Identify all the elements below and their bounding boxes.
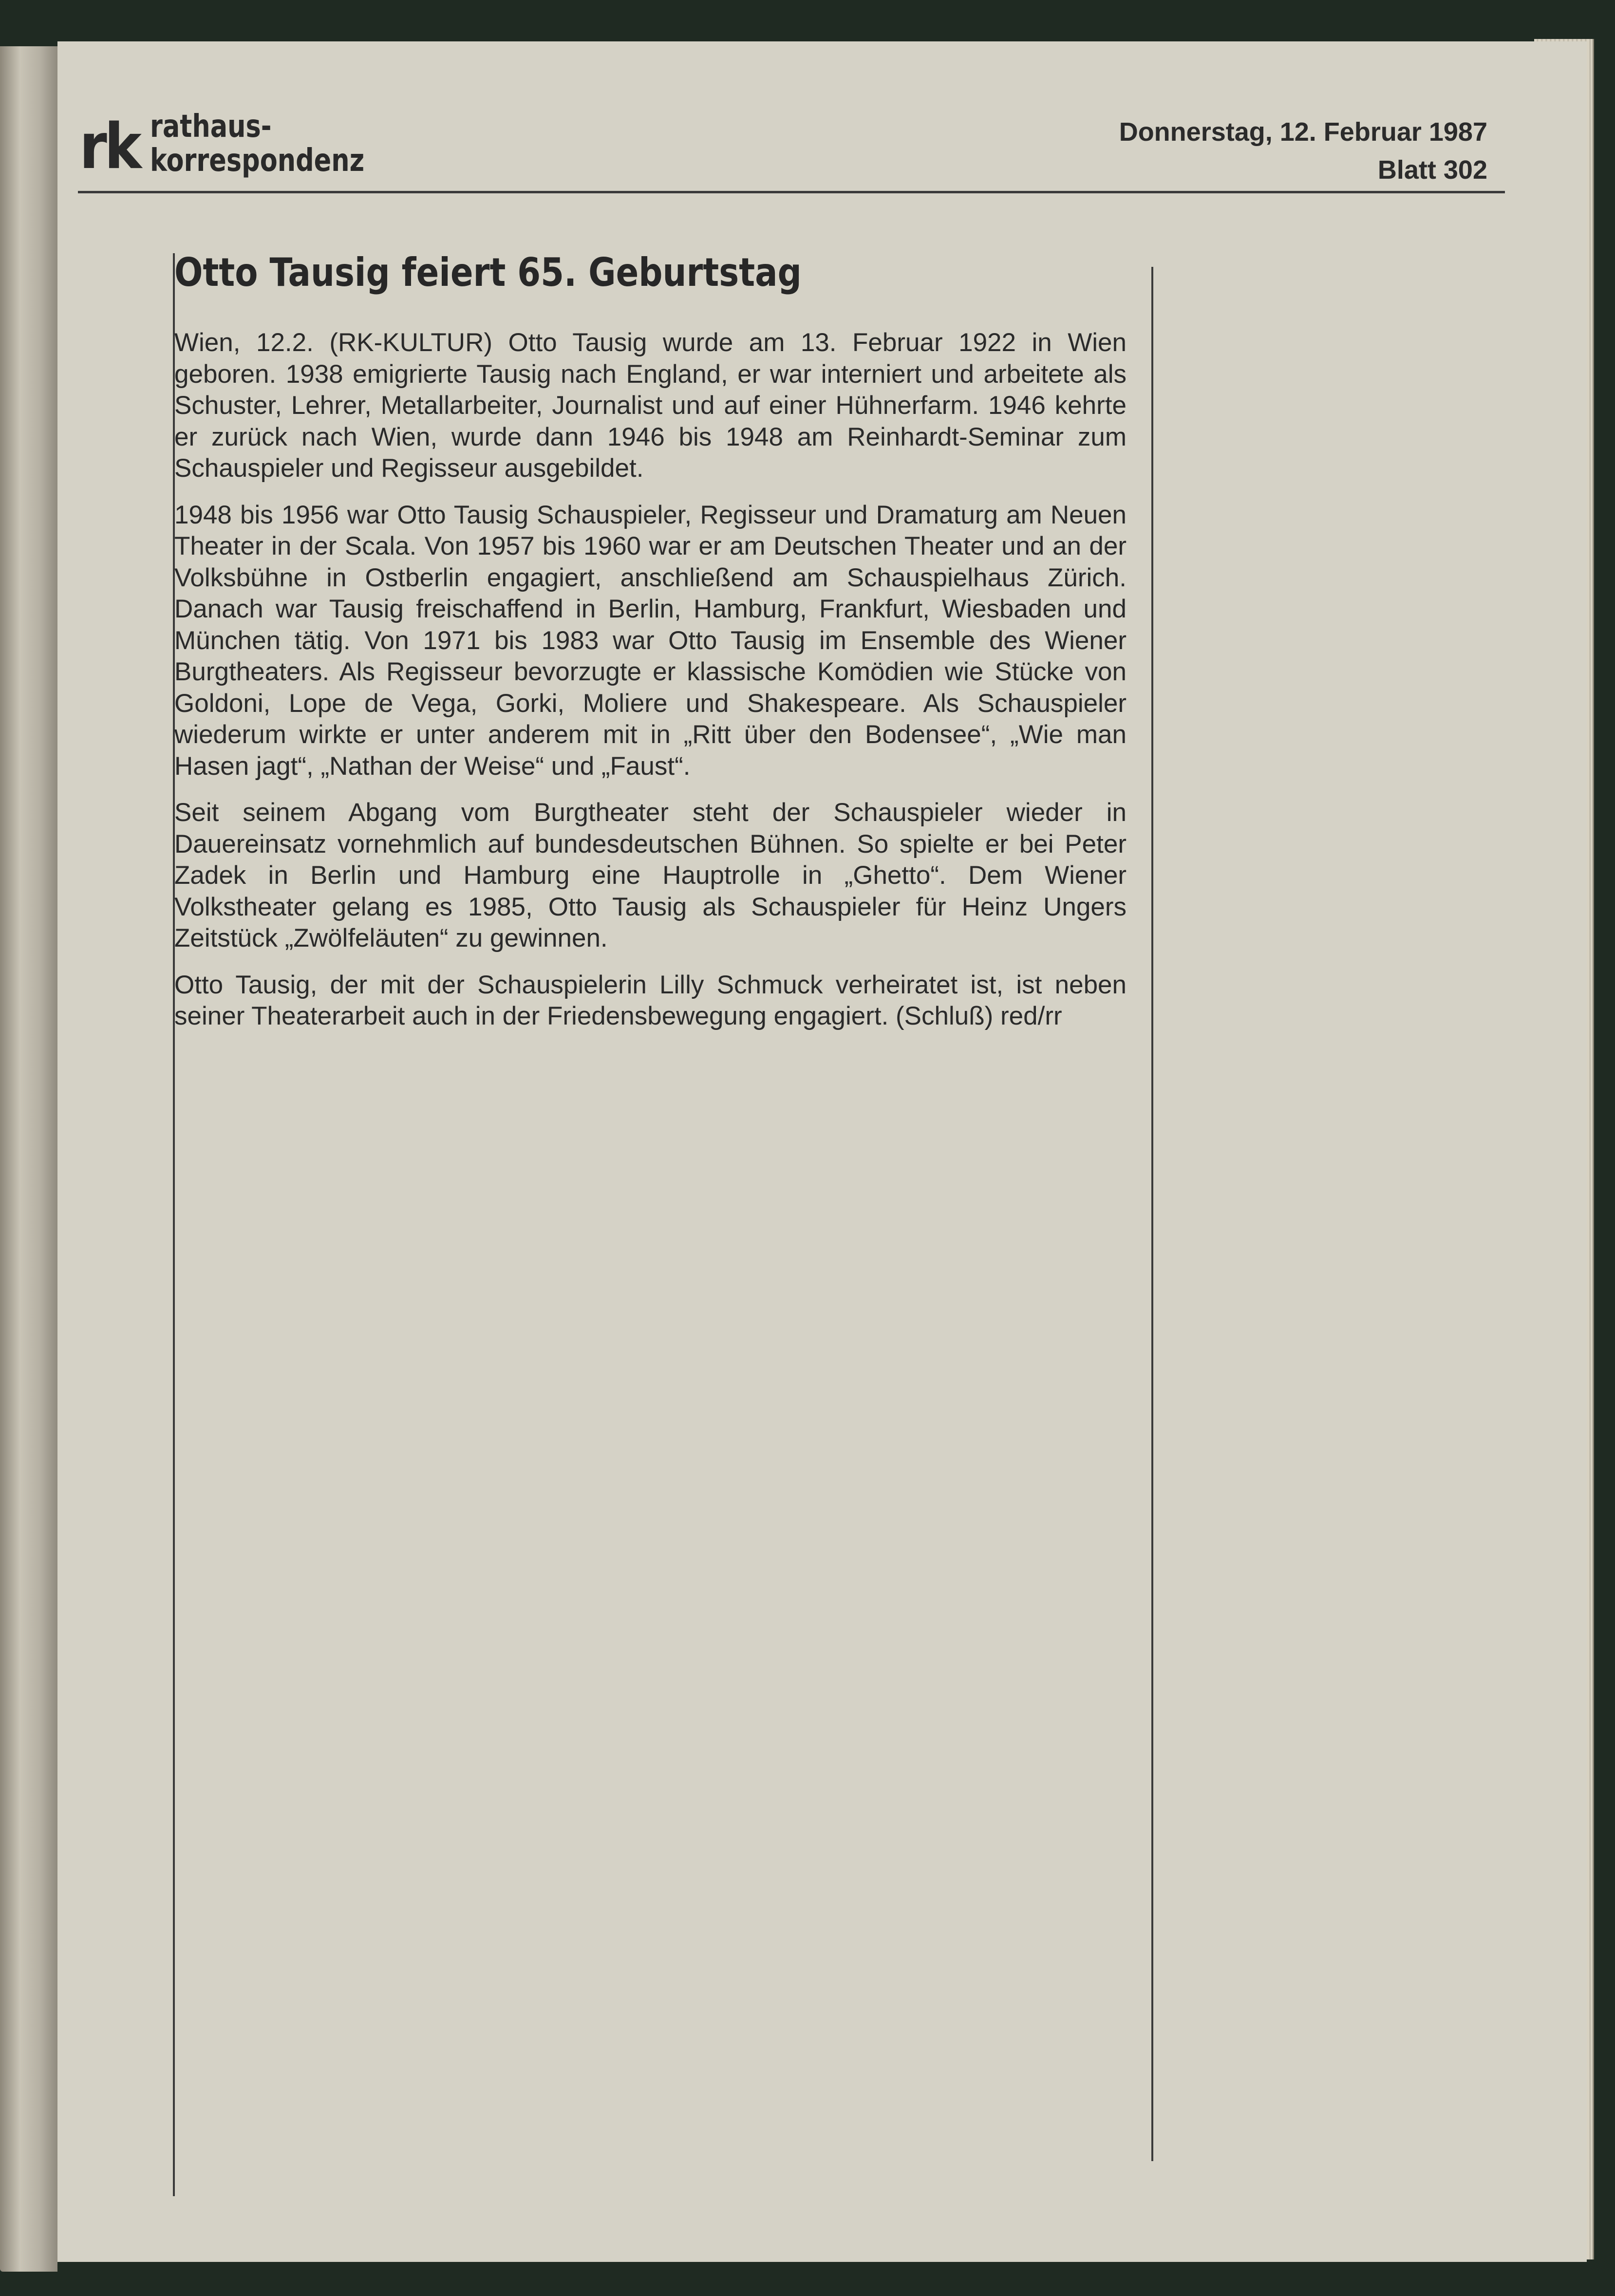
article-paragraph: 1948 bis 1956 war Otto Tausig Schauspieler, Regisseur und Dramaturg am Neuen Theater in der Scala. Von 1957 bis 1960 war er am Deutschen Theater und an der Volksbühne in Ostberlin engagiert, anschließend am Schauspielhaus Zürich. Danach war Tausig freischaffend in Berlin, Hamburg, Frankfurt, Wiesbaden und München tätig. Von 1971 bis 1983 war Otto Tausig im Ensemble des Wiener Burgtheaters. Als Regisseur bevorzugte er klassische Komödien wie Stücke von Goldoni, Lope de Vega, Gorki, Moliere und Shakespeare. Als Schauspieler wiederum wirkte er unter anderem mit in „Ritt über den Bodensee“, „Wie man Hasen jagt“, „Nathan der Weise“ und „Faust“. [174,500,1127,781]
article-body [174,327,1127,1032]
header-sheet-number: Blatt 302 [1377,155,1487,185]
logo-line-1: rathaus- [150,109,272,145]
header-divider [78,191,1505,193]
header-meta [1119,113,1487,189]
book-gutter [0,46,57,2272]
logo-wordmark [150,110,364,178]
article-paragraph: Seit seinem Abgang vom Burgtheater steht der Schauspieler wieder in Dauereinsatz vornehmlich auf bundesdeutschen Bühnen. So spielte er bei Peter Zadek in Berlin und Hamburg eine Hauptrolle in „Ghetto“. Dem Wiener Volkstheater gelang es 1985, Otto Tausig als Schauspieler für Heinz Ungers Zeitstück „Zwölfeläuten“ zu gewinnen. [174,798,1127,952]
logo-line-2: korrespondenz [150,143,365,179]
column-rule-right [1151,267,1153,2161]
logo-mark: rk [79,111,139,183]
article-paragraph: Wien, 12.2. (RK-KULTUR) Otto Tausig wurde am 13. Februar 1922 in Wien geboren. 1938 emigrierte Tausig nach England, er war interniert und arbeitete als Schuster, Lehrer, Metallarbeiter, Journalist und auf einer Hühnerfarm. 1946 kehrte er zurück nach Wien, wurde dann 1946 bis 1948 am Reinhardt-Seminar zum Schauspieler und Regisseur ausgebildet. [174,328,1127,483]
header-date: Donnerstag, 12. Februar 1987 [1119,117,1487,147]
article-paragraph: Otto Tausig, der mit der Schauspielerin Lilly Schmuck verheiratet ist, ist neben seiner Theaterarbeit auch in der Friedensbewegung engagiert. (Schluß) red/rr [174,970,1127,1030]
article-headline: Otto Tausig feiert 65. Geburtstag [174,250,802,295]
